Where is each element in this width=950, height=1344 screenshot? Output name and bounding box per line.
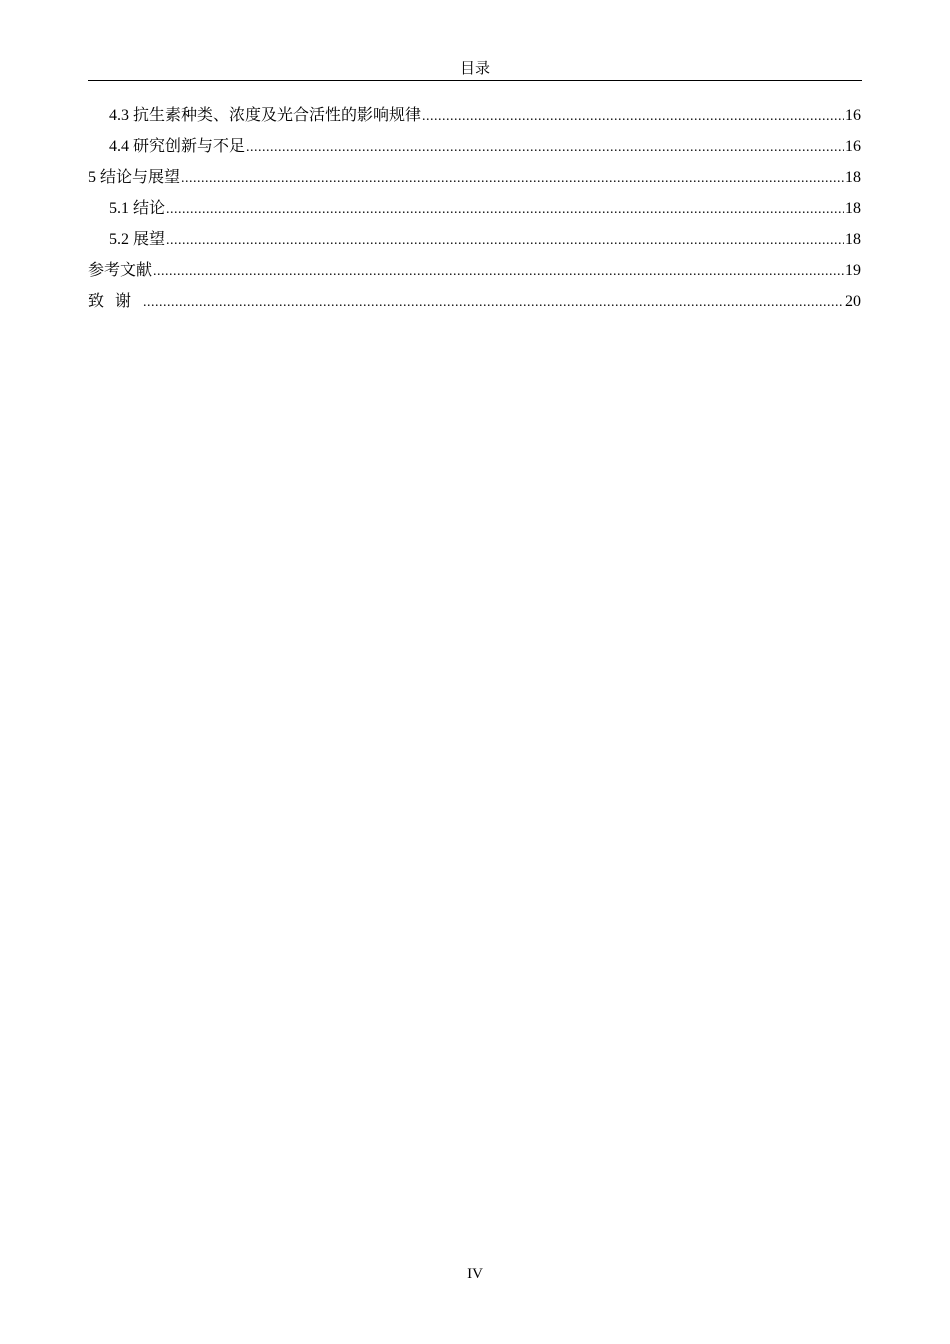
dot-leader	[246, 136, 844, 160]
toc-entry[interactable]	[88, 135, 861, 166]
toc-entry-number: 5.1	[109, 200, 129, 217]
toc-entry-title: 结论与展望	[100, 169, 181, 186]
toc-entry-title: 参考文献	[88, 262, 153, 279]
toc-entry[interactable]	[88, 228, 861, 259]
toc-entry-number: 4.4	[109, 138, 129, 155]
toc-entry-title: 展望	[133, 231, 166, 248]
toc-entry-page: 16	[845, 138, 861, 155]
dot-leader	[166, 229, 844, 253]
toc-entry-page: 18	[845, 169, 861, 186]
toc-entry-title: 研究创新与不足	[133, 138, 246, 155]
table-of-contents	[88, 104, 861, 321]
dot-leader	[181, 167, 844, 191]
toc-entry-page: 18	[845, 200, 861, 217]
toc-entry-page: 16	[845, 107, 861, 124]
toc-entry-page: 18	[845, 231, 861, 248]
dot-leader	[422, 105, 844, 129]
toc-entry-number: 5	[88, 169, 96, 186]
toc-entry-title: 结论	[133, 200, 166, 217]
toc-entry-page: 20	[845, 293, 861, 310]
toc-entry[interactable]	[88, 259, 861, 290]
footer-page-number: IV	[467, 1266, 483, 1282]
toc-entry-title: 致谢	[88, 293, 143, 310]
toc-entry-title: 抗生素种类、浓度及光合活性的影响规律	[133, 107, 422, 124]
dot-leader	[153, 260, 844, 284]
toc-entry[interactable]	[88, 104, 861, 135]
toc-entry-page: 19	[845, 262, 861, 279]
header-title: 目录	[459, 61, 490, 77]
toc-entry-number: 4.3	[109, 107, 129, 124]
toc-entry[interactable]	[88, 166, 861, 197]
page-header	[88, 58, 862, 81]
toc-entry[interactable]	[88, 197, 861, 228]
dot-leader	[166, 198, 844, 222]
toc-entry-number: 5.2	[109, 231, 129, 248]
dot-leader	[143, 291, 844, 315]
toc-entry[interactable]	[88, 290, 861, 321]
